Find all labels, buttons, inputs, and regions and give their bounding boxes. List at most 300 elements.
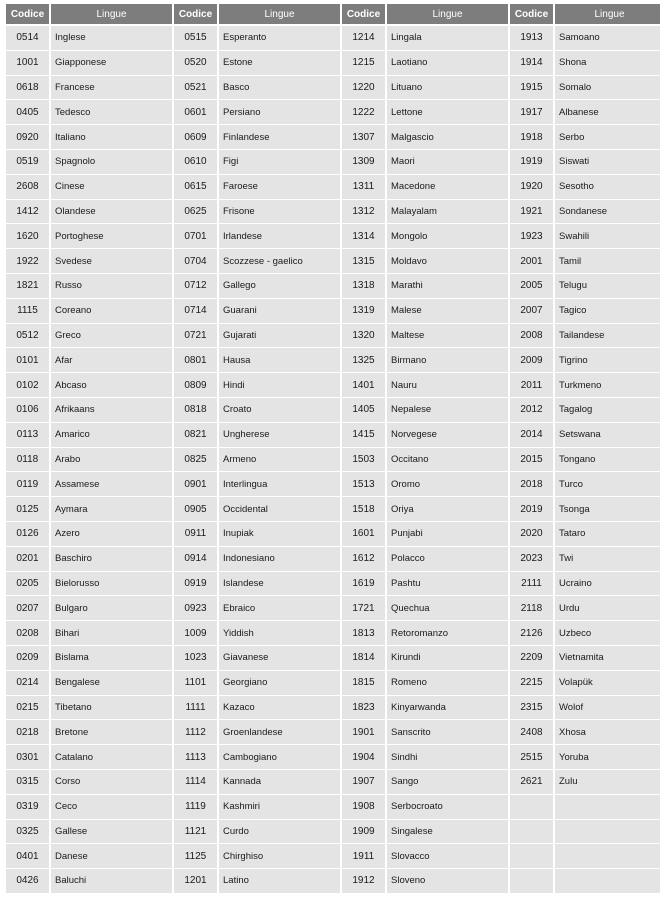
language-code: 2009 (510, 348, 555, 373)
language-code: 1620 (6, 224, 51, 249)
language-name: Malese (387, 299, 510, 324)
table-row (6, 572, 660, 597)
language-name: Malayalam (387, 200, 510, 225)
language-name: Nepalese (387, 398, 510, 423)
table-row (6, 125, 660, 150)
language-name: Abcaso (51, 373, 174, 398)
language-code: 0514 (6, 26, 51, 51)
language-name: Azero (51, 522, 174, 547)
language-name: Ucraino (555, 572, 660, 597)
language-name: Estone (219, 51, 342, 76)
language-name: Hindi (219, 373, 342, 398)
language-name: Lingala (387, 26, 510, 51)
language-name: Ungherese (219, 423, 342, 448)
language-code: 1214 (342, 26, 387, 51)
language-code: 0714 (174, 299, 219, 324)
language-name: Turco (555, 472, 660, 497)
language-code: 0701 (174, 224, 219, 249)
language-code: 1412 (6, 200, 51, 225)
header-code-3: Codice (342, 4, 387, 26)
language-code: 1113 (174, 745, 219, 770)
language-name: Faroese (219, 175, 342, 200)
language-code: 0919 (174, 572, 219, 597)
language-code: 2315 (510, 696, 555, 721)
language-name: Serbo (555, 125, 660, 150)
language-code: 1415 (342, 423, 387, 448)
language-code: 1319 (342, 299, 387, 324)
language-name: Nauru (387, 373, 510, 398)
language-code (510, 795, 555, 820)
language-code: 2515 (510, 745, 555, 770)
language-code: 2126 (510, 621, 555, 646)
language-name: Giavanese (219, 646, 342, 671)
language-code: 2023 (510, 547, 555, 572)
language-name: Portoghese (51, 224, 174, 249)
language-name: Siswati (555, 150, 660, 175)
language-code: 1917 (510, 100, 555, 125)
language-name: Twi (555, 547, 660, 572)
language-code: 0119 (6, 472, 51, 497)
language-name: Albanese (555, 100, 660, 125)
language-name: Gallese (51, 820, 174, 845)
language-code: 0911 (174, 522, 219, 547)
language-code: 2001 (510, 249, 555, 274)
language-name: Kinyarwanda (387, 696, 510, 721)
language-code: 0704 (174, 249, 219, 274)
language-name (555, 820, 660, 845)
language-name: Curdo (219, 820, 342, 845)
language-name: Zulu (555, 770, 660, 795)
language-name: Hausa (219, 348, 342, 373)
language-code (510, 844, 555, 869)
language-code: 1320 (342, 324, 387, 349)
language-code: 0207 (6, 596, 51, 621)
language-name: Croato (219, 398, 342, 423)
language-code: 1112 (174, 720, 219, 745)
table-row (6, 795, 660, 820)
language-code: 0405 (6, 100, 51, 125)
language-code: 0106 (6, 398, 51, 423)
language-code: 0721 (174, 324, 219, 349)
table-row (6, 869, 660, 894)
language-name: Spagnolo (51, 150, 174, 175)
language-name: Afar (51, 348, 174, 373)
table-row (6, 200, 660, 225)
language-name: Cambogiano (219, 745, 342, 770)
language-code: 0901 (174, 472, 219, 497)
language-code: 1215 (342, 51, 387, 76)
language-name: Bengalese (51, 671, 174, 696)
language-code: 0101 (6, 348, 51, 373)
language-name: Occitano (387, 448, 510, 473)
language-code: 2019 (510, 497, 555, 522)
language-name: Islandese (219, 572, 342, 597)
language-name: Turkmeno (555, 373, 660, 398)
language-code: 1909 (342, 820, 387, 845)
language-name: Yoruba (555, 745, 660, 770)
language-name: Kazaco (219, 696, 342, 721)
language-name: Oromo (387, 472, 510, 497)
language-code: 0609 (174, 125, 219, 150)
table-row (6, 497, 660, 522)
language-name: Punjabi (387, 522, 510, 547)
language-code: 0118 (6, 448, 51, 473)
language-name: Ebraico (219, 596, 342, 621)
header-row (6, 4, 660, 26)
language-code-table (6, 4, 660, 894)
language-name: Tibetano (51, 696, 174, 721)
language-name: Gujarati (219, 324, 342, 349)
table-row (6, 522, 660, 547)
language-name: Tagico (555, 299, 660, 324)
language-name: Baluchi (51, 869, 174, 894)
language-name: Greco (51, 324, 174, 349)
language-code: 1920 (510, 175, 555, 200)
language-code: 1815 (342, 671, 387, 696)
language-code: 1601 (342, 522, 387, 547)
language-name: Laotiano (387, 51, 510, 76)
language-name: Somalo (555, 76, 660, 101)
language-code: 1314 (342, 224, 387, 249)
language-name: Latino (219, 869, 342, 894)
language-name: Frisone (219, 200, 342, 225)
language-name: Marathi (387, 274, 510, 299)
language-code: 1908 (342, 795, 387, 820)
language-name (555, 844, 660, 869)
table-row (6, 720, 660, 745)
language-name: Svedese (51, 249, 174, 274)
language-code: 0625 (174, 200, 219, 225)
language-name: Persiano (219, 100, 342, 125)
language-code: 0426 (6, 869, 51, 894)
language-code: 0914 (174, 547, 219, 572)
language-name: Slovacco (387, 844, 510, 869)
language-name: Maori (387, 150, 510, 175)
language-name: Sindhi (387, 745, 510, 770)
language-code: 0712 (174, 274, 219, 299)
language-name: Polacco (387, 547, 510, 572)
language-code-page (6, 4, 660, 894)
language-code: 1821 (6, 274, 51, 299)
language-name: Amarico (51, 423, 174, 448)
table-row (6, 696, 660, 721)
language-name: Bielorusso (51, 572, 174, 597)
language-code: 2014 (510, 423, 555, 448)
table-row (6, 671, 660, 696)
language-code: 0325 (6, 820, 51, 845)
language-name: Samoano (555, 26, 660, 51)
table-row (6, 348, 660, 373)
language-code: 0113 (6, 423, 51, 448)
table-row (6, 398, 660, 423)
language-name: Inupiak (219, 522, 342, 547)
language-code: 0801 (174, 348, 219, 373)
language-code: 0821 (174, 423, 219, 448)
language-code: 0521 (174, 76, 219, 101)
language-code: 1201 (174, 869, 219, 894)
language-name: Telugu (555, 274, 660, 299)
language-code: 1923 (510, 224, 555, 249)
language-name: Catalano (51, 745, 174, 770)
language-name: Georgiano (219, 671, 342, 696)
language-code: 1911 (342, 844, 387, 869)
language-code: 0215 (6, 696, 51, 721)
language-code: 1115 (6, 299, 51, 324)
language-code: 2118 (510, 596, 555, 621)
table-row (6, 448, 660, 473)
language-name: Pashtu (387, 572, 510, 597)
language-code: 1914 (510, 51, 555, 76)
language-name: Serbocroato (387, 795, 510, 820)
language-code: 1114 (174, 770, 219, 795)
language-code: 2008 (510, 324, 555, 349)
language-name: Kashmiri (219, 795, 342, 820)
language-code: 0809 (174, 373, 219, 398)
language-code: 1220 (342, 76, 387, 101)
language-code: 0601 (174, 100, 219, 125)
language-code: 2011 (510, 373, 555, 398)
language-name: Xhosa (555, 720, 660, 745)
language-code: 1915 (510, 76, 555, 101)
language-code: 1721 (342, 596, 387, 621)
language-name: Macedone (387, 175, 510, 200)
table-row (6, 770, 660, 795)
language-name: Coreano (51, 299, 174, 324)
language-code: 2005 (510, 274, 555, 299)
language-name: Oriya (387, 497, 510, 522)
language-code: 1009 (174, 621, 219, 646)
language-code: 0825 (174, 448, 219, 473)
language-name: Chirghiso (219, 844, 342, 869)
language-name: Groenlandese (219, 720, 342, 745)
language-code: 2608 (6, 175, 51, 200)
language-code: 1823 (342, 696, 387, 721)
language-name: Russo (51, 274, 174, 299)
language-name: Esperanto (219, 26, 342, 51)
language-code: 1318 (342, 274, 387, 299)
language-code: 0610 (174, 150, 219, 175)
language-name (555, 869, 660, 894)
header-code-1: Codice (6, 4, 51, 26)
language-code: 1619 (342, 572, 387, 597)
language-code: 2020 (510, 522, 555, 547)
language-code: 0126 (6, 522, 51, 547)
language-code: 1814 (342, 646, 387, 671)
language-name: Figi (219, 150, 342, 175)
language-name: Quechua (387, 596, 510, 621)
language-code: 0319 (6, 795, 51, 820)
language-name: Shona (555, 51, 660, 76)
language-name: Lettone (387, 100, 510, 125)
language-code: 0214 (6, 671, 51, 696)
language-code: 2015 (510, 448, 555, 473)
header-code-4: Codice (510, 4, 555, 26)
table-row (6, 26, 660, 51)
table-row (6, 472, 660, 497)
language-code: 1307 (342, 125, 387, 150)
language-name: Scozzese - gaelico (219, 249, 342, 274)
language-code: 1325 (342, 348, 387, 373)
language-code (510, 869, 555, 894)
language-name: Francese (51, 76, 174, 101)
table-row (6, 100, 660, 125)
header-lang-1: Lingue (51, 4, 174, 26)
language-code: 1913 (510, 26, 555, 51)
language-code: 1101 (174, 671, 219, 696)
language-name: Sloveno (387, 869, 510, 894)
language-code: 0401 (6, 844, 51, 869)
language-code: 2209 (510, 646, 555, 671)
language-code: 1222 (342, 100, 387, 125)
language-name: Indonesiano (219, 547, 342, 572)
language-name: Inglese (51, 26, 174, 51)
language-code: 1405 (342, 398, 387, 423)
language-name: Irlandese (219, 224, 342, 249)
language-code: 0615 (174, 175, 219, 200)
table-row (6, 621, 660, 646)
table-row (6, 423, 660, 448)
language-name: Aymara (51, 497, 174, 522)
table-row (6, 596, 660, 621)
language-code: 1312 (342, 200, 387, 225)
language-code: 1518 (342, 497, 387, 522)
language-name: Tongano (555, 448, 660, 473)
language-name: Bulgaro (51, 596, 174, 621)
language-code: 1612 (342, 547, 387, 572)
language-code: 1401 (342, 373, 387, 398)
language-code: 1513 (342, 472, 387, 497)
header-code-2: Codice (174, 4, 219, 26)
language-code: 1907 (342, 770, 387, 795)
language-name: Cinese (51, 175, 174, 200)
language-name: Assamese (51, 472, 174, 497)
language-name: Romeno (387, 671, 510, 696)
language-code: 2215 (510, 671, 555, 696)
language-name: Maltese (387, 324, 510, 349)
language-name: Baschiro (51, 547, 174, 572)
language-name: Bihari (51, 621, 174, 646)
language-name: Sanscrito (387, 720, 510, 745)
language-code: 0923 (174, 596, 219, 621)
table-row (6, 274, 660, 299)
language-name: Uzbeco (555, 621, 660, 646)
table-row (6, 324, 660, 349)
language-code: 1503 (342, 448, 387, 473)
language-code: 1309 (342, 150, 387, 175)
language-code: 0301 (6, 745, 51, 770)
table-header (6, 4, 660, 26)
language-code: 0315 (6, 770, 51, 795)
language-code: 2408 (510, 720, 555, 745)
language-name: Urdu (555, 596, 660, 621)
language-name: Bislama (51, 646, 174, 671)
language-code: 1119 (174, 795, 219, 820)
language-code: 2007 (510, 299, 555, 324)
language-name: Birmano (387, 348, 510, 373)
language-code: 1001 (6, 51, 51, 76)
header-lang-2: Lingue (219, 4, 342, 26)
language-name: Corso (51, 770, 174, 795)
table-row (6, 547, 660, 572)
language-code: 0818 (174, 398, 219, 423)
language-code: 0519 (6, 150, 51, 175)
language-code: 2012 (510, 398, 555, 423)
language-name: Arabo (51, 448, 174, 473)
language-name: Tedesco (51, 100, 174, 125)
table-row (6, 646, 660, 671)
language-name: Olandese (51, 200, 174, 225)
language-name: Singalese (387, 820, 510, 845)
language-name: Vietnamita (555, 646, 660, 671)
language-name: Finlandese (219, 125, 342, 150)
language-code: 0125 (6, 497, 51, 522)
language-name: Sesotho (555, 175, 660, 200)
language-name: Sango (387, 770, 510, 795)
language-name: Occidental (219, 497, 342, 522)
language-name: Norvegese (387, 423, 510, 448)
table-row (6, 51, 660, 76)
language-code: 0205 (6, 572, 51, 597)
language-name: Kannada (219, 770, 342, 795)
language-code: 1125 (174, 844, 219, 869)
language-name: Swahili (555, 224, 660, 249)
language-code: 1023 (174, 646, 219, 671)
language-code: 0512 (6, 324, 51, 349)
language-name: Malgascio (387, 125, 510, 150)
language-name: Tataro (555, 522, 660, 547)
header-lang-4: Lingue (555, 4, 660, 26)
language-code: 1919 (510, 150, 555, 175)
language-code: 1311 (342, 175, 387, 200)
language-name: Tagalog (555, 398, 660, 423)
language-code: 0515 (174, 26, 219, 51)
language-code: 1315 (342, 249, 387, 274)
language-code: 0905 (174, 497, 219, 522)
language-code: 0920 (6, 125, 51, 150)
language-name: Mongolo (387, 224, 510, 249)
language-code: 1901 (342, 720, 387, 745)
language-code: 0209 (6, 646, 51, 671)
table-row (6, 76, 660, 101)
table-row (6, 745, 660, 770)
language-name: Basco (219, 76, 342, 101)
table-row (6, 299, 660, 324)
language-name: Gallego (219, 274, 342, 299)
header-lang-3: Lingue (387, 4, 510, 26)
language-code: 1912 (342, 869, 387, 894)
language-name: Kirundi (387, 646, 510, 671)
language-name: Bretone (51, 720, 174, 745)
language-name: Danese (51, 844, 174, 869)
language-code: 1921 (510, 200, 555, 225)
language-name: Lituano (387, 76, 510, 101)
table-row (6, 373, 660, 398)
language-code: 2621 (510, 770, 555, 795)
language-code: 0208 (6, 621, 51, 646)
language-code: 2018 (510, 472, 555, 497)
language-name: Guarani (219, 299, 342, 324)
table-row (6, 820, 660, 845)
language-name: Italiano (51, 125, 174, 150)
language-code: 0201 (6, 547, 51, 572)
language-code: 1922 (6, 249, 51, 274)
language-code: 1918 (510, 125, 555, 150)
language-code: 1111 (174, 696, 219, 721)
language-name: Yiddish (219, 621, 342, 646)
language-name: Setswana (555, 423, 660, 448)
table-row (6, 224, 660, 249)
language-code: 1904 (342, 745, 387, 770)
